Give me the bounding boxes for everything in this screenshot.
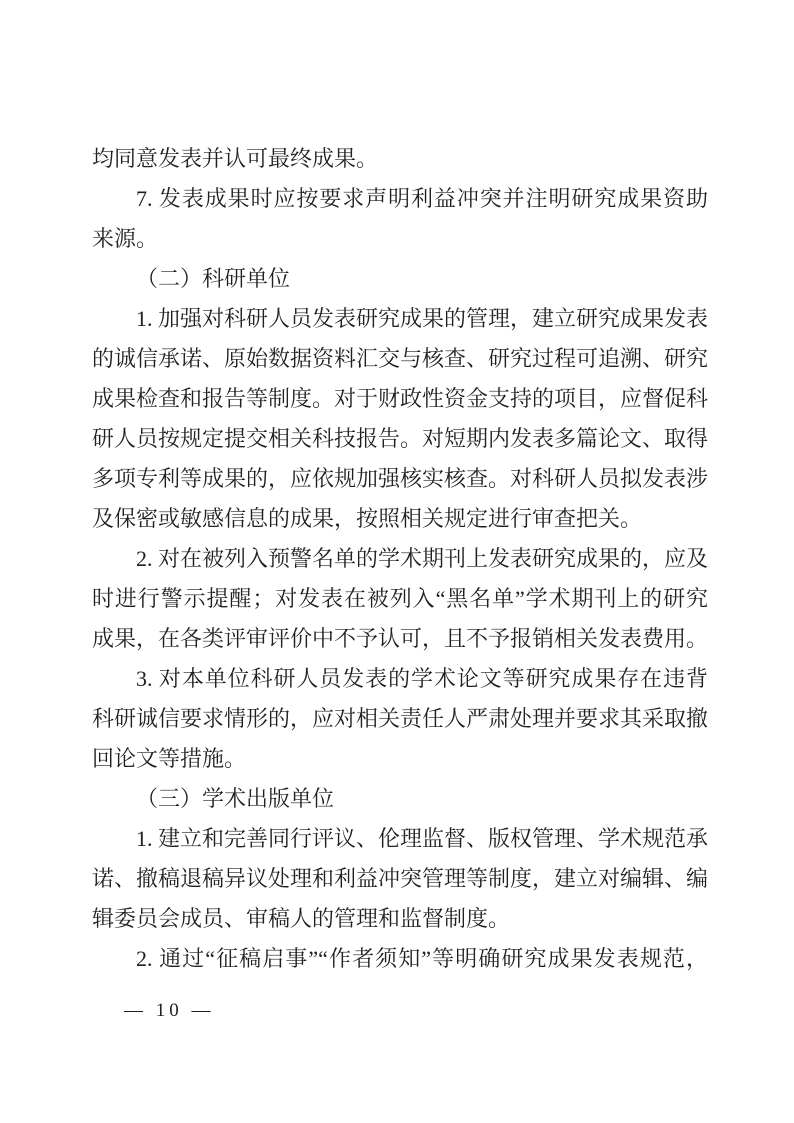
text-line: 及保密或敏感信息的成果，按照相关规定进行审查把关。 <box>92 506 643 531</box>
text-line: 诺、撤稿退稿异议处理和利益冲突管理等制度，建立对编辑、编 <box>92 866 709 891</box>
text-line: 辑委员会成员、审稿人的管理和监督制度。 <box>92 906 511 931</box>
text-line: 研人员按规定提交相关科技报告。对短期内发表多篇论文、取得 <box>92 426 709 451</box>
text-line: 2. 对在被列入预警名单的学术期刊上发表研究成果的，应及 <box>136 546 709 571</box>
text-line: 多项专利等成果的，应依规加强核实核查。对科研人员拟发表涉 <box>92 466 709 491</box>
text-line: 1. 建立和完善同行评议、伦理监督、版权管理、学术规范承 <box>136 826 709 851</box>
text-line: 2. 通过“征稿启事”“作者须知”等明确研究成果发表规范， <box>136 946 708 971</box>
section-heading: （三）学术出版单位 <box>136 786 335 811</box>
text-line: 3. 对本单位科研人员发表的学术论文等研究成果存在违背 <box>136 666 708 691</box>
document-body <box>92 139 708 979</box>
text-line: 成果检查和报告等制度。对于财政性资金支持的项目，应督促科 <box>92 386 709 411</box>
text-line: 1. 加强对科研人员发表研究成果的管理，建立研究成果发表 <box>136 306 709 331</box>
text-line: 均同意发表并认可最终成果。 <box>92 146 379 171</box>
text-line: 来源。 <box>92 226 159 251</box>
page-number: — 10 — <box>124 1000 215 1021</box>
text-line: 的诚信承诺、原始数据资料汇交与核查、研究过程可追溯、研究 <box>92 346 709 371</box>
text-line: 时进行警示提醒；对发表在被列入“黑名单”学术期刊上的研究 <box>92 586 708 611</box>
text-line: 7. 发表成果时应按要求声明利益冲突并注明研究成果资助 <box>136 186 708 211</box>
text-line: 科研诚信要求情形的，应对相关责任人严肃处理并要求其采取撤 <box>92 706 709 731</box>
text-line: 回论文等措施。 <box>92 746 247 771</box>
section-heading: （二）科研单位 <box>136 266 291 291</box>
text-line: 成果，在各类评审评价中不予认可，且不予报销相关发表费用。 <box>92 626 709 651</box>
